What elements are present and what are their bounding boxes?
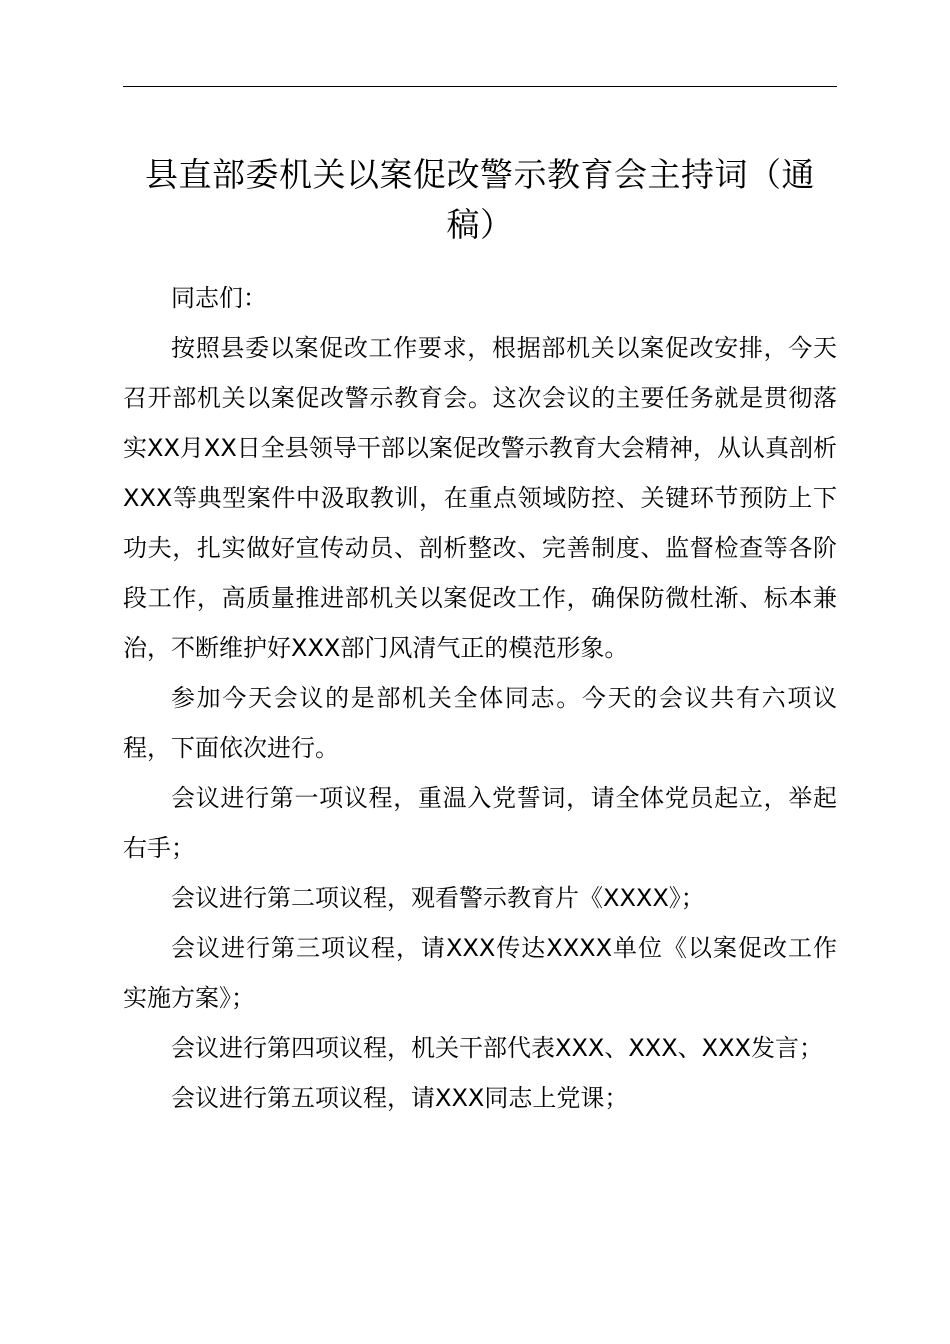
- agenda-item-5: 会议进行第五项议程，请XXX同志上党课；: [171, 1084, 629, 1112]
- agenda-item-4: 会议进行第四项议程，机关干部代表XXX、XXX、XXX发言；: [171, 1034, 823, 1062]
- paragraph-intro: 按照县委以案促改工作要求，根据部机关以案促改安排，今天召开部机关以案促改警示教育会。这次会议的主要任务就是贯彻落实XX月XX日全县领导干部以案促改警示教育大会精神，从认真剖析XXX等典型案件中汲取教训，在重点领域防控、关键环节预防上下功夫，扎实做好宣传动员、剖析整改、完善制度、监督检查等各阶段工作，高质量推进部机关以案促改工作，确保防微杜渐、标本兼治，不断维护好XXX部门风清气正的模范形象。: [123, 334, 837, 662]
- header-rule: [123, 86, 837, 87]
- agenda-item-1: 会议进行第一项议程，重温入党誓词，请全体党员起立，举起右手；: [123, 784, 837, 862]
- salutation: 同志们：: [171, 284, 267, 312]
- document-title: 县直部委机关以案促改警示教育会主持词（通稿）: [145, 155, 815, 244]
- paragraph-attendance: 参加今天会议的是部机关全体同志。今天的会议共有六项议程，下面依次进行。: [123, 684, 837, 762]
- agenda-item-2: 会议进行第二项议程，观看警示教育片《XXXX》；: [171, 884, 705, 912]
- agenda-item-3: 会议进行第三项议程，请XXX传达XXXX单位《以案促改工作实施方案》；: [123, 934, 837, 1012]
- document-body: [123, 273, 837, 1123]
